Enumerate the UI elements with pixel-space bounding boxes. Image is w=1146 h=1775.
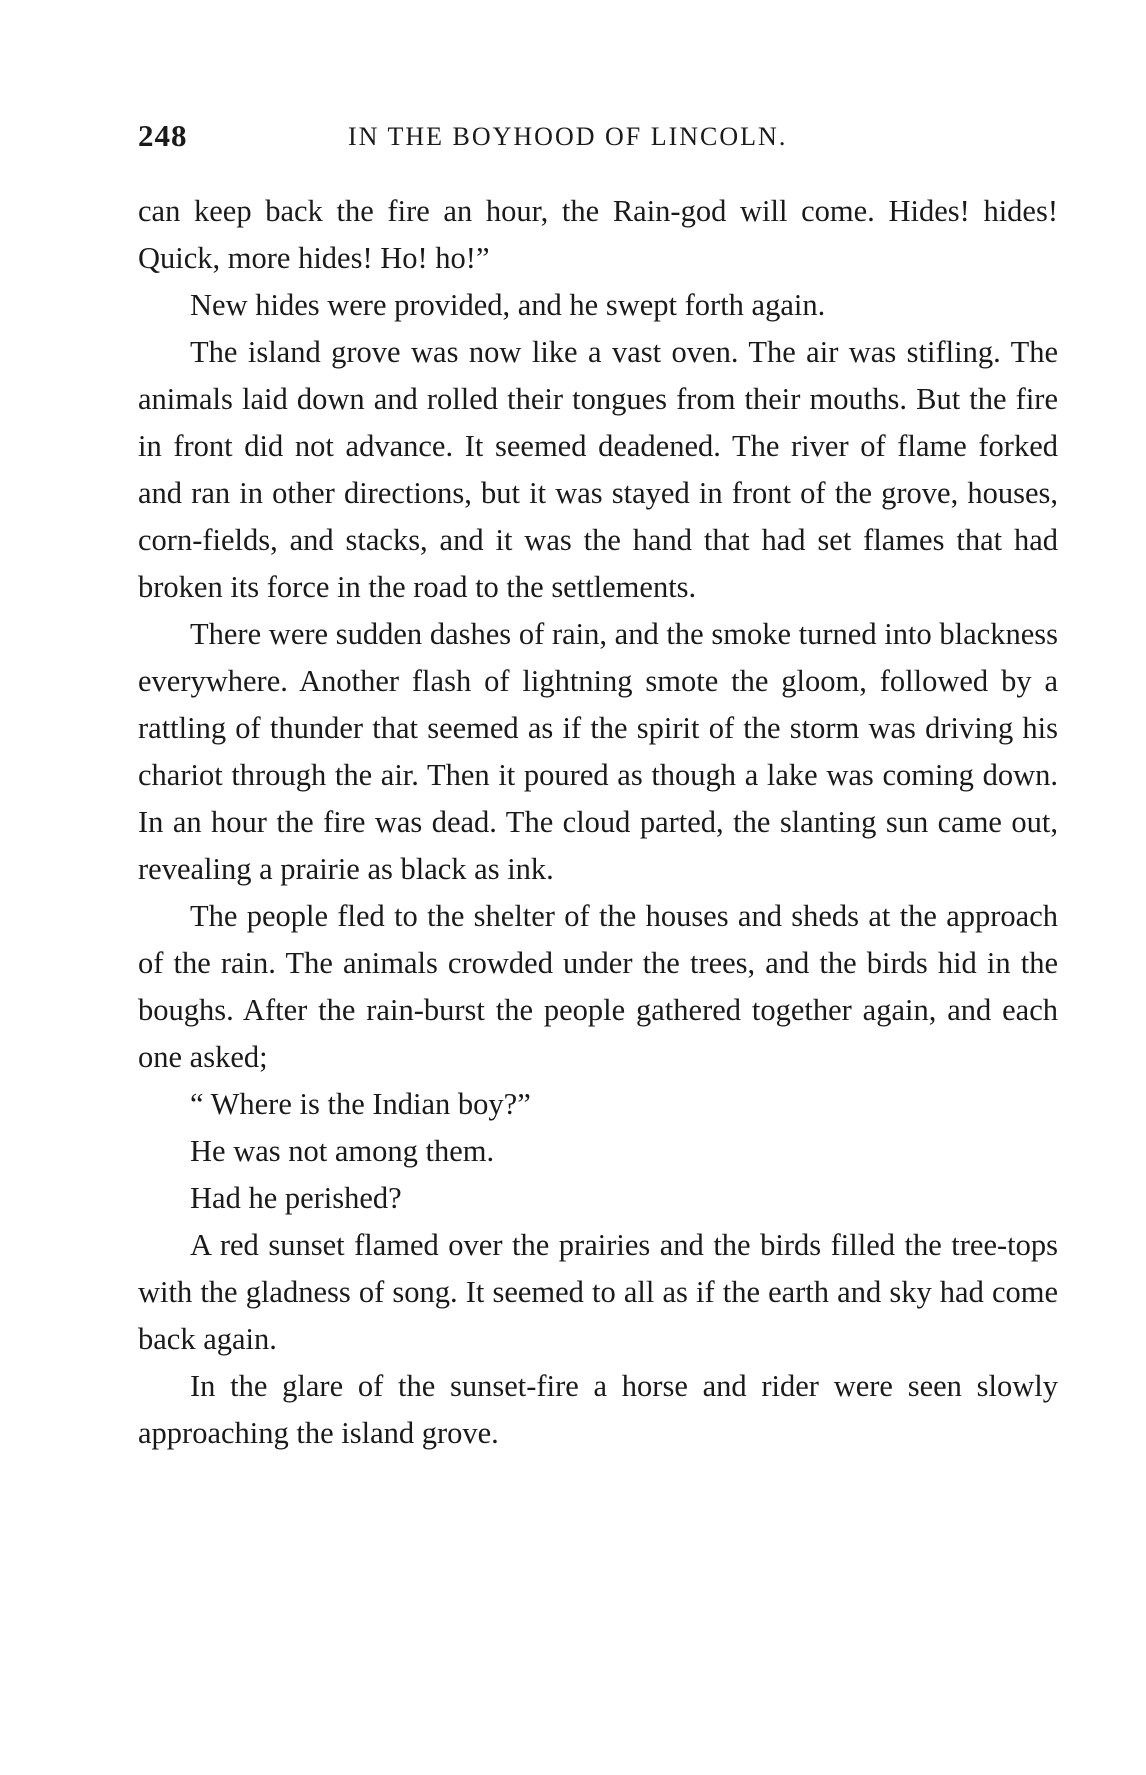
paragraph-dialogue: “ Where is the Indian boy?” bbox=[190, 1087, 531, 1121]
paragraph: In the glare of the sunset-fire a horse and rider were seen slowly approaching the island grove. bbox=[138, 1369, 1058, 1450]
paragraph: Had he perished? bbox=[190, 1181, 402, 1215]
paragraph-continuation: can keep back the fire an hour, the Rain-god will come. Hides! hides! Quick, more hides! Ho! ho!” bbox=[138, 194, 1058, 275]
page-bottom-margin bbox=[0, 1620, 1146, 1775]
page-number: 248 bbox=[138, 118, 188, 153]
paragraph: The island grove was now like a vast oven. The air was stifling. The animals laid down and rolled their tongues from their mouths. But the fire in front did not advance. It seemed deadened. The river of flame forked and ran in other directions, but it was stayed in front of the grove, houses, corn-fields, and stacks, and it was the hand that had set flames that had broken its force in the road to the settlements. bbox=[138, 335, 1058, 604]
paragraph: New hides were provided, and he swept forth again. bbox=[190, 288, 826, 322]
running-head: IN THE BOYHOOD OF LINCOLN. bbox=[348, 122, 788, 151]
paragraph: A red sunset flamed over the prairies and the birds filled the tree-tops with the gladness of song. It seemed to all as if the earth and sky had come back again. bbox=[138, 1228, 1058, 1356]
page-body bbox=[138, 188, 1058, 1457]
paragraph: There were sudden dashes of rain, and the smoke turned into blackness everywhere. Another flash of lightning smote the gloom, followed by a rattling of thunder that seemed as if the spirit of the storm was driving his chariot through the air. Then it poured as though a lake was coming down. In an hour the fire was dead. The cloud parted, the slanting sun came out, revealing a prairie as black as ink. bbox=[138, 617, 1058, 886]
paragraph: The people fled to the shelter of the houses and sheds at the approach of the rain. The animals crowded under the trees, and the birds hid in the boughs. After the rain-burst the people gathered together again, and each one asked; bbox=[138, 899, 1058, 1074]
paragraph: He was not among them. bbox=[190, 1134, 495, 1168]
page-header bbox=[138, 118, 1058, 162]
